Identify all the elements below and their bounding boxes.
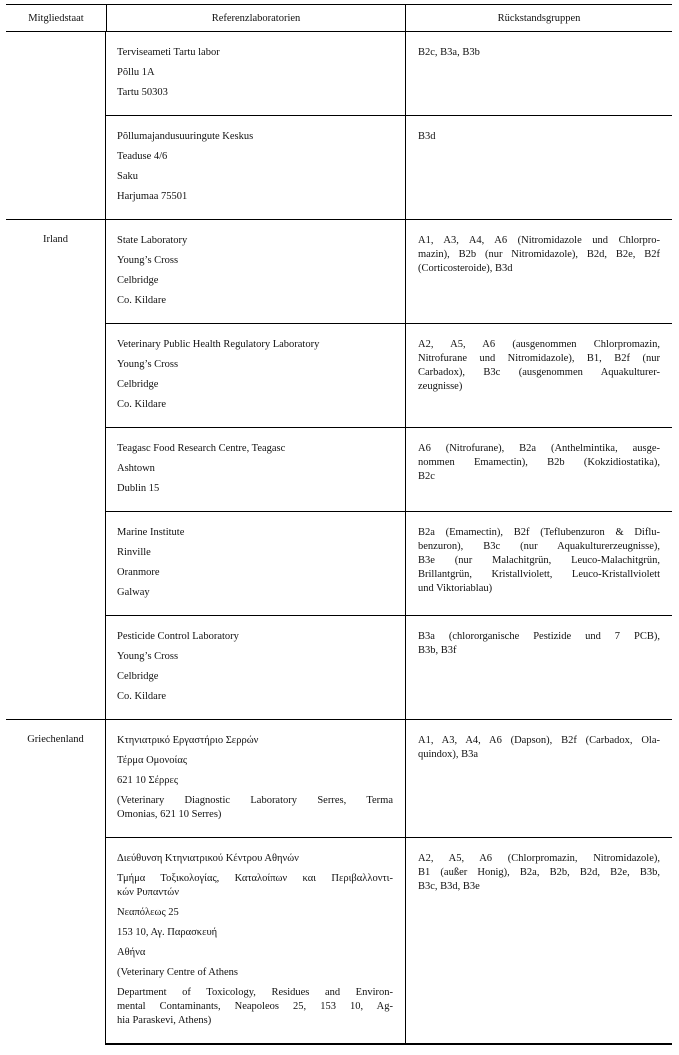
- text-block: [117, 794, 393, 822]
- text-line: Διεύθυνση Κτηνιατρικού Κέντρου Αθηνών: [117, 853, 299, 864]
- text-block: [117, 442, 393, 456]
- text-block: [117, 852, 393, 866]
- laboratory-cell: [106, 428, 405, 511]
- header-rueckstandsgruppen: Rückstandsgruppen: [405, 5, 672, 31]
- table-row: [106, 427, 672, 511]
- text-line: A6 (Nitrofurane), B2a (Anthelmintika, ausge-: [418, 443, 660, 454]
- text-block: [117, 294, 393, 308]
- text-line: Galway: [117, 587, 150, 598]
- table-row: [106, 837, 672, 1043]
- text-line: Omonias, 621 10 Serres): [117, 809, 222, 820]
- text-block: [117, 150, 393, 164]
- laboratory-cell: [106, 838, 405, 1043]
- text-line: (Corticosteroide), B3d: [418, 263, 513, 274]
- member-state-cell: [6, 32, 106, 219]
- laboratory-cell: [106, 116, 405, 219]
- text-block: [117, 358, 393, 372]
- text-block: [117, 946, 393, 960]
- text-line: Αθήνα: [117, 947, 146, 958]
- text-block: [117, 190, 393, 204]
- text-block: [117, 66, 393, 80]
- table-row: [106, 32, 672, 115]
- text-line: B3e (nur Malachitgrün, Leuco-Malachitgrün,: [418, 555, 660, 566]
- text-block: [117, 338, 393, 352]
- text-block: [117, 526, 393, 540]
- text-block: [117, 482, 393, 496]
- text-line: Nitrofurane und Nitromidazole), B1, B2f (nur: [418, 353, 660, 364]
- residue-groups-cell: [405, 512, 672, 615]
- text-line: B2a (Emamectin), B2f (Teflubenzuron & Diflu-: [418, 527, 660, 538]
- member-state-cell: Griechenland: [6, 720, 106, 1045]
- text-line: B3b, B3f: [418, 645, 457, 656]
- text-line: Saku: [117, 171, 138, 182]
- table-row: [106, 615, 672, 719]
- text-line: Rinville: [117, 547, 151, 558]
- table-body: [6, 32, 672, 1045]
- text-block: [117, 986, 393, 1028]
- laboratory-cell: [106, 616, 405, 719]
- text-block: [418, 130, 660, 144]
- text-block: [117, 462, 393, 476]
- text-line: Young’s Cross: [117, 255, 179, 266]
- text-block: [418, 630, 660, 658]
- text-line: hia Paraskevi, Athens): [117, 1015, 212, 1026]
- text-block: [418, 442, 660, 484]
- text-line: Celbridge: [117, 275, 159, 286]
- laboratory-cell: [106, 512, 405, 615]
- text-block: [117, 46, 393, 60]
- table-row: [106, 323, 672, 427]
- text-line: Tartu 50303: [117, 87, 168, 98]
- residue-groups-cell: [405, 720, 672, 837]
- text-line: B3c, B3d, B3e: [418, 881, 480, 892]
- text-line: Young’s Cross: [117, 651, 179, 662]
- residue-groups-cell: [405, 616, 672, 719]
- text-line: Põllu 1A: [117, 67, 155, 78]
- text-block: [117, 774, 393, 788]
- text-line: Celbridge: [117, 379, 159, 390]
- text-line: und Viktoriablau): [418, 583, 493, 594]
- text-line: A1, A3, A4, A6 (Dapson), B2f (Carbadox, Ola-: [418, 735, 660, 746]
- member-state-cell: Irland: [6, 220, 106, 719]
- text-line: State Laboratory: [117, 235, 188, 246]
- text-line: Teaduse 4/6: [117, 151, 168, 162]
- text-line: 621 10 Σέρρες: [117, 775, 179, 786]
- residue-groups-cell: [405, 220, 672, 323]
- country-section: [6, 719, 672, 1045]
- text-line: Brillantgrün, Kristallviolett, Leuco-Kristallviolett: [418, 569, 660, 580]
- text-block: [418, 526, 660, 596]
- table-row: [106, 720, 672, 837]
- text-line: Κτηνιατρικό Εργαστήριο Σερρών: [117, 735, 259, 746]
- text-block: [117, 378, 393, 392]
- text-line: Veterinary Public Health Regulatory Laboratory: [117, 339, 320, 350]
- text-line: B3d: [418, 131, 436, 142]
- text-line: A1, A3, A4, A6 (Nitromidazole und Chlorpro-: [418, 235, 660, 246]
- text-block: [117, 254, 393, 268]
- text-line: mental Contaminants, Neapoleos 25, 153 10, Ag-: [117, 1001, 393, 1012]
- text-line: Co. Kildare: [117, 295, 166, 306]
- table-row: [106, 220, 672, 323]
- text-line: Terviseameti Tartu labor: [117, 47, 220, 58]
- text-line: Dublin 15: [117, 483, 160, 494]
- text-line: 153 10, Αγ. Παρασκευή: [117, 927, 218, 938]
- residue-groups-cell: [405, 324, 672, 427]
- text-block: [117, 906, 393, 920]
- text-line: Carbadox), B3c (ausgenommen Aquakulturer-: [418, 367, 660, 378]
- reference-laboratories-table: [6, 4, 672, 1045]
- text-line: Co. Kildare: [117, 691, 166, 702]
- text-line: B2c: [418, 471, 435, 482]
- text-line: B2c, B3a, B3b: [418, 47, 480, 58]
- text-block: [117, 586, 393, 600]
- table-row: [106, 511, 672, 615]
- text-line: Põllumajandusuuringute Keskus: [117, 131, 254, 142]
- text-block: [117, 670, 393, 684]
- text-block: [117, 398, 393, 412]
- text-block: [418, 852, 660, 894]
- text-block: [117, 650, 393, 664]
- text-line: Young’s Cross: [117, 359, 179, 370]
- section-rows: [106, 220, 672, 719]
- text-block: [117, 926, 393, 940]
- laboratory-cell: [106, 324, 405, 427]
- text-line: B3a (chlororganische Pestizide und 7 PCB),: [418, 631, 660, 642]
- text-line: Marine Institute: [117, 527, 185, 538]
- text-line: Oranmore: [117, 567, 160, 578]
- text-line: benzuron), B3c (nur Aquakulturerzeugnisse),: [418, 541, 660, 552]
- text-line: Celbridge: [117, 671, 159, 682]
- text-line: mazin), B2b (nur Nitromidazole), B2d, B2e, B2f: [418, 249, 660, 260]
- text-block: [418, 234, 660, 276]
- text-block: [418, 338, 660, 394]
- residue-groups-cell: [405, 32, 672, 115]
- country-section: [6, 219, 672, 719]
- text-block: [117, 86, 393, 100]
- text-line: Pesticide Control Laboratory: [117, 631, 239, 642]
- text-line: A2, A5, A6 (ausgenommen Chlorpromazin,: [418, 339, 660, 350]
- text-block: [418, 46, 660, 60]
- laboratory-cell: [106, 220, 405, 323]
- text-block: [117, 234, 393, 248]
- text-line: Co. Kildare: [117, 399, 166, 410]
- text-block: [117, 170, 393, 184]
- text-block: [117, 754, 393, 768]
- text-line: zeugnisse): [418, 381, 463, 392]
- text-line: quindox), B3a: [418, 749, 479, 760]
- country-section: [6, 32, 672, 219]
- text-line: Harjumaa 75501: [117, 191, 188, 202]
- table-header-row: [6, 5, 672, 32]
- residue-groups-cell: [405, 428, 672, 511]
- text-line: A2, A5, A6 (Chlorpromazin, Nitromidazole),: [418, 853, 660, 864]
- text-block: [117, 130, 393, 144]
- text-line: Ashtown: [117, 463, 155, 474]
- text-line: κών Ρυπαντών: [117, 887, 179, 898]
- text-line: Τέρμα Ομονοίας: [117, 755, 188, 766]
- laboratory-cell: [106, 32, 405, 115]
- text-block: [117, 734, 393, 748]
- header-mitgliedstaat: Mitgliedstaat: [28, 12, 84, 24]
- text-line: (Veterinary Centre of Athens: [117, 967, 239, 978]
- residue-groups-cell: [405, 838, 672, 1043]
- laboratory-cell: [106, 720, 405, 837]
- text-line: Teagasc Food Research Centre, Teagasc: [117, 443, 286, 454]
- section-rows: [106, 32, 672, 219]
- text-block: [117, 274, 393, 288]
- text-block: [418, 734, 660, 762]
- text-block: [117, 690, 393, 704]
- text-line: nommen Emamectin), B2b (Kokzidiostatika),: [418, 457, 660, 468]
- text-line: B1 (außer Honig), B2a, B2b, B2d, B2e, B3b,: [418, 867, 660, 878]
- section-rows: [106, 720, 672, 1045]
- text-line: Νεαπόλεως 25: [117, 907, 179, 918]
- text-line: Department of Toxicology, Residues and Environ-: [117, 987, 393, 998]
- text-block: [117, 546, 393, 560]
- header-referenzlaboratorien: Referenzlaboratorien: [106, 5, 405, 31]
- text-block: [117, 630, 393, 644]
- text-block: [117, 566, 393, 580]
- text-line: Τμήμα Τοξικολογίας, Καταλοίπων και Περιβαλλοντι-: [117, 873, 393, 884]
- text-block: [117, 872, 393, 900]
- residue-groups-cell: [405, 116, 672, 219]
- text-line: (Veterinary Diagnostic Laboratory Serres, Terma: [117, 795, 393, 806]
- table-row: [106, 115, 672, 219]
- text-block: [117, 966, 393, 980]
